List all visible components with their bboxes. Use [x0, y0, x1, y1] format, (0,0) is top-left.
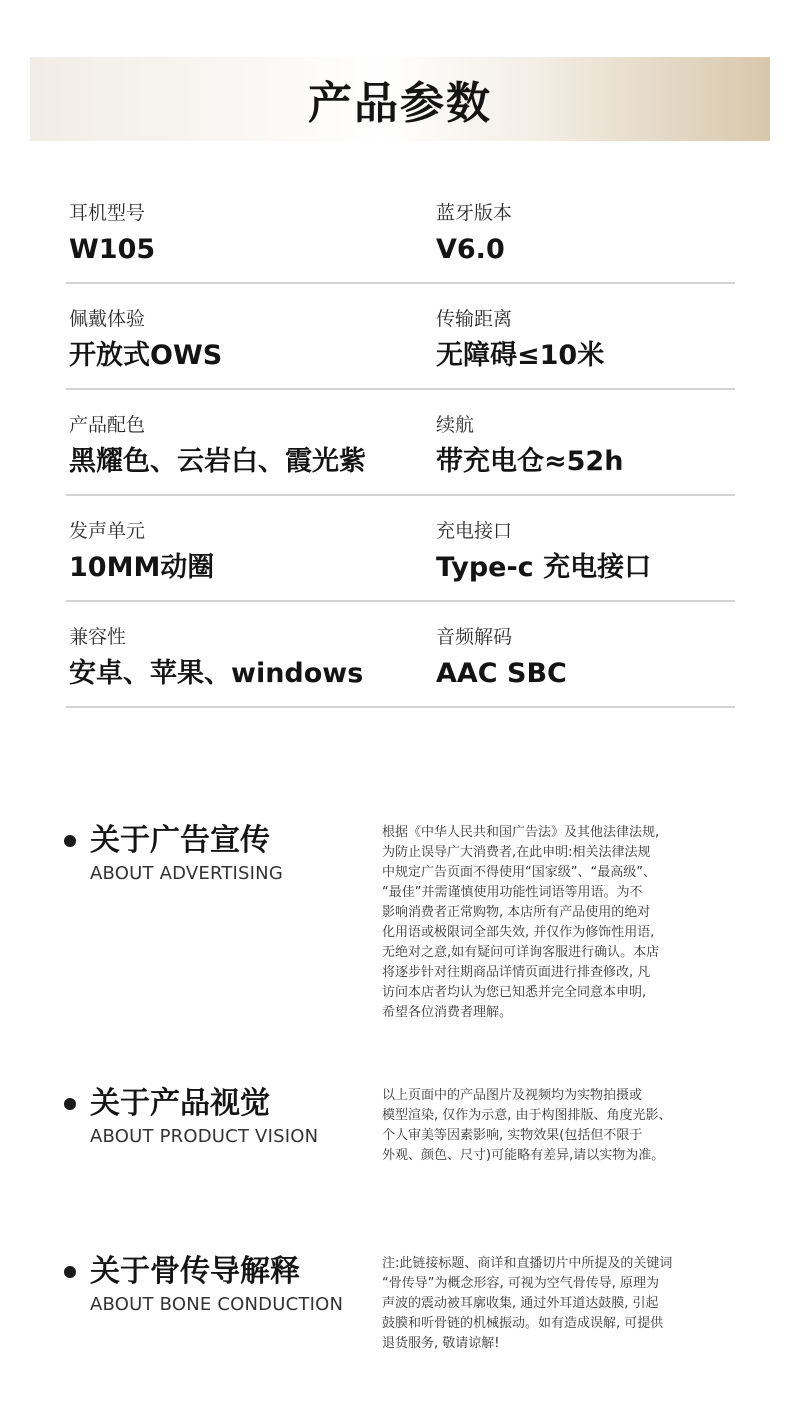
spec-value: 10MM动圈 [69, 552, 215, 583]
spec-label: 充电接口 [436, 520, 513, 542]
page-title: 产品参数 [308, 78, 492, 129]
spec-item [66, 390, 436, 494]
bullet-dot-icon [64, 1098, 76, 1110]
spec-label: 音频解码 [436, 626, 513, 648]
notice-body [382, 823, 702, 1023]
notice-title: 关于广告宣传 [90, 823, 270, 858]
notice-line: 影响消费者正常购物, 本店所有产品使用的绝对 [382, 905, 651, 920]
spec-row [66, 496, 735, 602]
spec-value: 带充电仓≈52h [436, 446, 624, 477]
notice-line: 访问本店者均认为您已知悉并完全同意本申明, [382, 985, 647, 1000]
notice-advertising [64, 823, 744, 1023]
spec-row [66, 602, 735, 708]
notice-line: 外观、颜色、尺寸)可能略有差异,请以实物为准。 [382, 1148, 665, 1163]
bullet-dot-icon [64, 1266, 76, 1278]
notice-line: “骨传导”为概念形容, 可视为空气骨传导, 原理为 [382, 1276, 659, 1291]
notice-line: “最佳”并需谨慎使用功能性词语等用语。为不 [382, 885, 643, 900]
notice-body [382, 1254, 702, 1354]
notice-subtitle: ABOUT BONE CONDUCTION [90, 1294, 344, 1315]
notice-line: 化用语或极限词全部失效, 并仅作为修饰性用语, [382, 925, 655, 940]
notice-line: 鼓膜和听骨链的机械振动。如有造成误解, 可提供 [382, 1316, 664, 1331]
notice-title: 关于骨传导解释 [90, 1254, 300, 1289]
notice-line: 无绝对之意,如有疑问可详询客服进行确认。本店 [382, 945, 660, 960]
notice-subtitle: ABOUT ADVERTISING [90, 863, 283, 884]
notice-bone-conduction [64, 1254, 744, 1354]
spec-label: 发声单元 [69, 520, 146, 542]
spec-item [436, 178, 735, 282]
spec-value: 无障碍≤10米 [436, 340, 605, 371]
spec-item [436, 602, 735, 706]
notice-line: 根据《中华人民共和国广告法》及其他法律法规, [382, 825, 660, 840]
spec-value: V6.0 [436, 234, 505, 265]
notice-line: 模型渲染, 仅作为示意, 由于构图排版、角度光影、 [382, 1108, 672, 1123]
spec-value: 黑耀色、云岩白、霞光紫 [69, 446, 366, 477]
notice-line: 声波的震动被耳廓收集, 通过外耳道达鼓膜, 引起 [382, 1296, 659, 1311]
spec-row [66, 390, 735, 496]
spec-item [66, 496, 436, 600]
spec-value: 安卓、苹果、windows [69, 658, 364, 689]
notice-heading [64, 1254, 382, 1354]
spec-item [66, 178, 436, 282]
notice-line: 注:此链接标题、商详和直播切片中所提及的关键词 [382, 1256, 673, 1271]
spec-item [436, 496, 735, 600]
spec-value: Type-c 充电接口 [436, 552, 652, 583]
spec-label: 佩戴体验 [69, 308, 146, 330]
spec-table [66, 178, 735, 708]
notice-heading [64, 1086, 382, 1166]
spec-item [66, 284, 436, 388]
spec-label: 产品配色 [69, 414, 146, 436]
notice-line: 中规定广告页面不得使用“国家级”、“最高级”、 [382, 865, 656, 880]
notice-subtitle: ABOUT PRODUCT VISION [90, 1126, 319, 1147]
spec-label: 耳机型号 [69, 202, 146, 224]
notice-line: 退货服务, 敬请谅解! [382, 1336, 500, 1351]
spec-item [66, 602, 436, 706]
spec-label: 兼容性 [69, 626, 127, 648]
spec-label: 传输距离 [436, 308, 513, 330]
notice-line: 希望各位消费者理解。 [382, 1005, 513, 1020]
spec-row [66, 284, 735, 390]
notice-title: 关于产品视觉 [90, 1086, 270, 1121]
spec-value: W105 [69, 234, 156, 265]
spec-row [66, 178, 735, 284]
spec-item [436, 390, 735, 494]
spec-label: 续航 [436, 414, 475, 436]
notice-line: 将逐步针对往期商品详情页面进行排查修改, 凡 [382, 965, 651, 980]
notice-line: 以上页面中的产品图片及视频均为实物拍摄或 [382, 1088, 643, 1103]
notice-product-vision [64, 1086, 744, 1166]
notice-line: 为防止误导广大消费者,在此申明:相关法律法规 [382, 845, 651, 860]
spec-item [436, 284, 735, 388]
section-banner [30, 57, 770, 141]
spec-value: 开放式OWS [69, 340, 223, 371]
bullet-dot-icon [64, 835, 76, 847]
spec-value: AAC SBC [436, 658, 567, 689]
notice-body [382, 1086, 702, 1166]
spec-label: 蓝牙版本 [436, 202, 513, 224]
notice-line: 个人审美等因素影响, 实物效果(包括但不限于 [382, 1128, 643, 1143]
notice-heading [64, 823, 382, 1023]
